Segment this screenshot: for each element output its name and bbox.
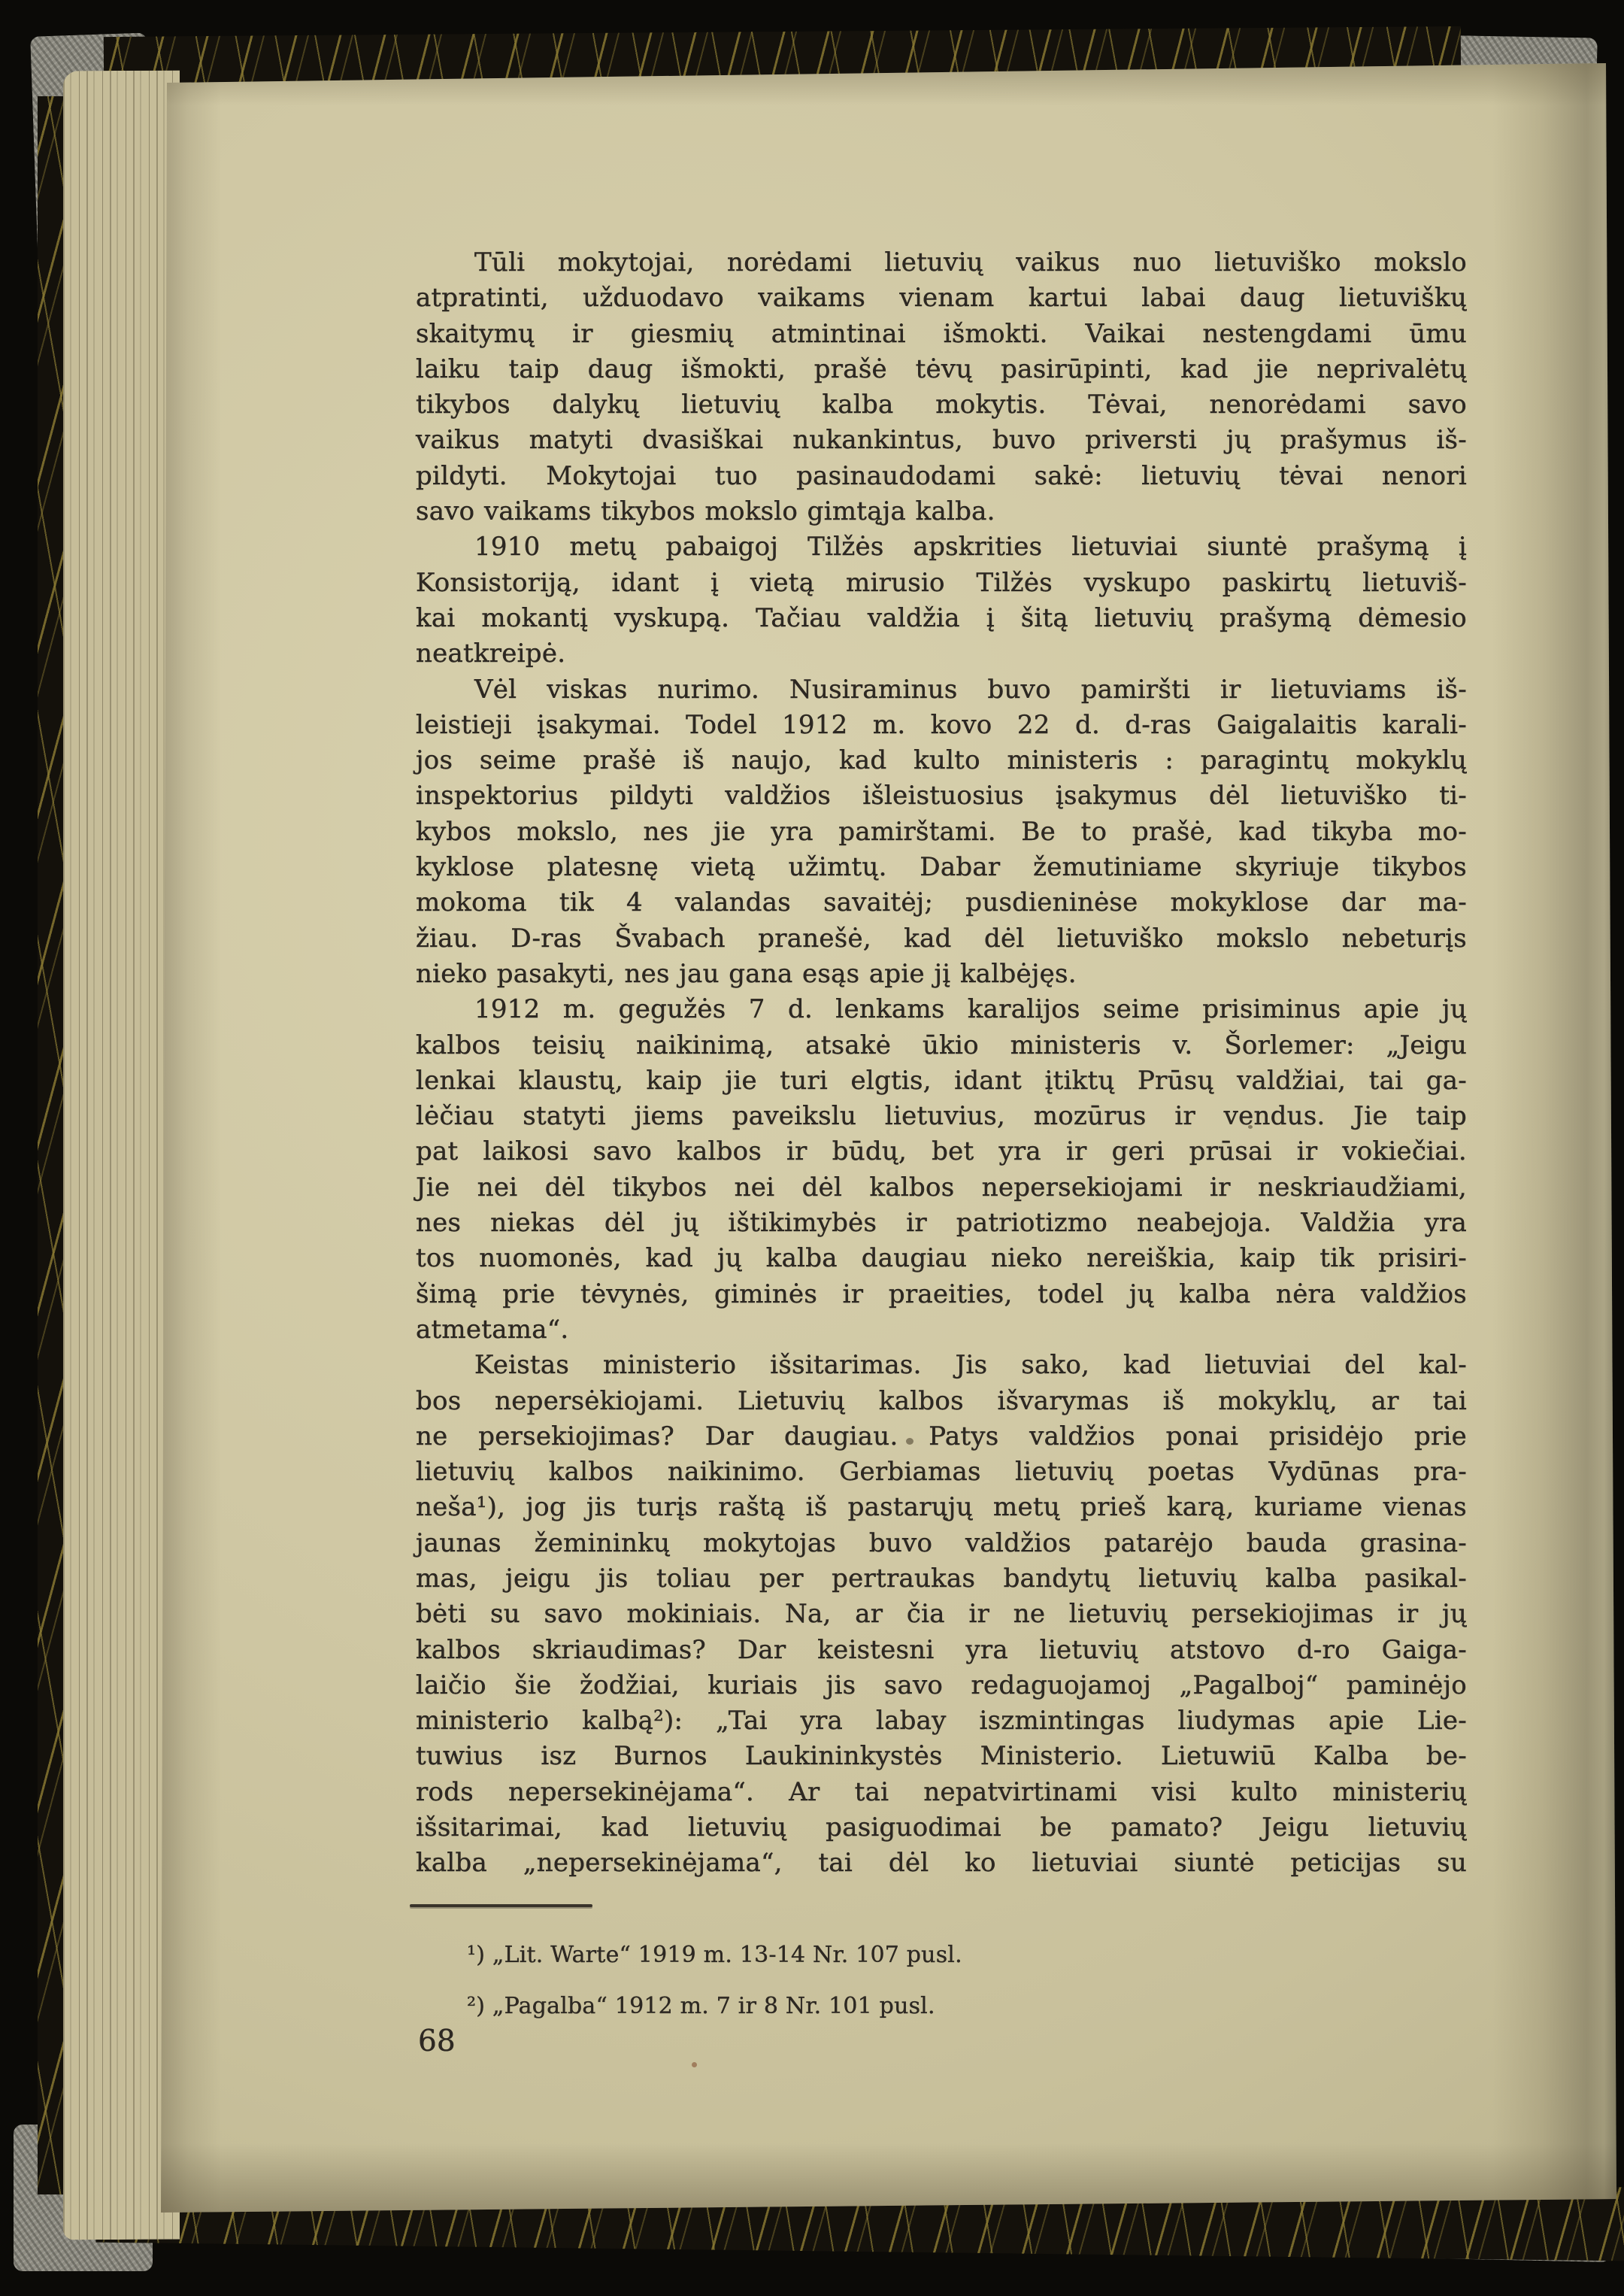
text-line: Tūli mokytojai, norėdami lietuvių vaikus nuo lietuviško mokslo (474, 247, 1467, 278)
footnote-separator-rule (410, 1904, 592, 1907)
footnotes (416, 1930, 1467, 2032)
text-line: tuwius isz Burnos Laukininkystės Ministerio. Lietuwiū Kalba be- (416, 1741, 1467, 1772)
paper-speck (692, 2062, 697, 2067)
text-line: jos seime prašė iš naujo, kad kulto ministeris : paragintų mokyklų (416, 745, 1467, 776)
text-line: laiku taip daug išmokti, prašė tėvų pasirūpinti, kad jie neprivalėtų (416, 353, 1467, 384)
paragraph (416, 1348, 1467, 1881)
text-line: laičio šie žodžiai, kuriais jis savo redaguojamoj „Pagalboj“ paminėjo (416, 1670, 1467, 1700)
text-line: lenkai klaustų, kaip jie turi elgtis, idant įtiktų Prūsų valdžiai, tai ga- (416, 1065, 1467, 1096)
text-line: vaikus matyti dvasiškai nukankintus, buvo priversti jų prašymus iš- (416, 425, 1467, 456)
text-line: nes niekas dėl jų ištikimybės ir patriotizmo neabejoja. Valdžia yra (416, 1208, 1467, 1239)
text-line: išsitarimai, kad lietuvių pasiguodimai be pamato? Jeigu lietuvių (416, 1812, 1467, 1843)
text-line: lietuvių kalbos naikinimo. Gerbiamas lietuvių poetas Vydūnas pra- (416, 1457, 1467, 1488)
text-line: jaunas žemininkų mokytojas buvo valdžios patarėjo bauda grasina- (416, 1527, 1467, 1558)
text-line: nieko pasakyti, nes jau gana esąs apie jį kalbėjęs. (416, 958, 1077, 989)
text-line: mas, jeigu jis toliau per pertraukas bandytų lietuvių kalba pasikal- (416, 1563, 1467, 1594)
text-line: rods nepersekinėjama“. Ar tai nepatvirtinami visi kulto ministerių (416, 1776, 1467, 1807)
body-text (416, 245, 1467, 1882)
text-line: inspektorius pildyti valdžios išleistuosius įsakymus dėl lietuviško ti- (416, 781, 1467, 811)
text-line: atpratinti, užduodavo vaikams vienam kartui labai daug lietuviškų (416, 283, 1467, 314)
text-line: kybos mokslo, nes jie yra pamirštami. Be to prašė, kad tikyba mo- (416, 816, 1467, 847)
paragraph (416, 245, 1467, 529)
text-line: neša¹), jog jis turįs raštą iš pastarųjų metų prieš karą, kuriame vienas (416, 1492, 1467, 1523)
text-line: kalba „nepersekinėjama“, tai dėl ko lietuviai siuntė peticijas su (416, 1848, 1467, 1879)
text-line: Keistas ministerio išsitarimas. Jis sako, kad lietuviai del kal- (474, 1350, 1467, 1381)
text-line: Jie nei dėl tikybos nei dėl kalbos nepersekiojami ir neskriaudžiami, (416, 1172, 1467, 1203)
page-right-fold-shadow (1492, 60, 1616, 2203)
footnote: ¹) „Lit. Warte“ 1919 m. 13-14 Nr. 107 pusl. (467, 1942, 962, 1968)
text-line: pildyti. Mokytojai tuo pasinaudodami sakė: lietuvių tėvai nenori (416, 460, 1467, 491)
text-line: Konsistoriją, idant į vietą mirusio Tilžės vyskupo paskirtų lietuviš- (416, 567, 1467, 598)
footnote: ²) „Pagalba“ 1912 m. 7 ir 8 Nr. 101 pusl. (467, 1993, 935, 2019)
text-line: žiau. D-ras Švabach pranešė, kad dėl lietuviško mokslo nebeturįs (416, 923, 1467, 954)
text-line: lėčiau statyti jiems paveikslu lietuvius, mozūrus ir vendus. Jie taip (416, 1101, 1467, 1132)
text-line: tos nuomonės, kad jų kalba daugiau nieko nereiškia, kaip tik prisiri- (416, 1243, 1467, 1274)
text-line: 1910 metų pabaigoj Tilžės apskrities lietuviai siuntė prašymą į (474, 532, 1467, 563)
text-line: bėti su savo mokiniais. Na, ar čia ir ne lietuvių persekiojimas ir jų (416, 1599, 1467, 1630)
text-line: skaitymų ir giesmių atmintinai išmokti. Vaikai nestengdami ūmu (416, 318, 1467, 349)
text-line: šimą prie tėvynės, giminės ir praeities, todel jų kalba nėra valdžios (416, 1278, 1467, 1309)
paragraph (416, 992, 1467, 1348)
text-line: 1912 m. gegužės 7 d. lenkams karalijos seime prisiminus apie jų (474, 994, 1467, 1025)
text-line: pat laikosi savo kalbos ir būdų, bet yra ir geri prūsai ir vokiečiai. (416, 1136, 1467, 1167)
page-number: 68 (418, 2025, 456, 2058)
text-line: ne persekiojimas? Dar daugiau. Patys valdžios ponai prisidėjo prie (416, 1421, 1467, 1451)
text-line: kalbos teisių naikinimą, atsakė ūkio ministeris v. Šorlemer: „Jeigu (416, 1030, 1467, 1060)
text-line: kalbos skriaudimas? Dar keistesni yra lietuvių atstovo d-ro Gaiga- (416, 1634, 1467, 1665)
text-line: bos nepersėkiojami. Lietuvių kalbos išvarymas iš mokyklų, ar tai (416, 1385, 1467, 1416)
text-line: atmetama“. (416, 1314, 569, 1345)
text-line: neatkreipė. (416, 638, 566, 669)
text-line: kyklose platesnę vietą užimtų. Dabar žemutiniame skyriuje tikybos (416, 852, 1467, 883)
text-line: mokoma tik 4 valandas savaitėj; pusdieninėse mokyklose dar ma- (416, 887, 1467, 918)
paragraph (416, 672, 1467, 993)
text-line: ministerio kalbą²): „Tai yra labay iszmintingas liudymas apie Lie- (416, 1706, 1467, 1736)
text-line: savo vaikams tikybos mokslo gimtąja kalba. (416, 496, 995, 527)
text-line: tikybos dalykų lietuvių kalba mokytis. Tėvai, nenorėdami savo (416, 390, 1467, 420)
page-gutter-shadow (161, 63, 221, 2214)
paragraph (416, 529, 1467, 672)
text-line: Vėl viskas nurimo. Nusiraminus buvo pamiršti ir lietuviams iš- (474, 674, 1467, 705)
text-line: leistieji įsakymai. Todel 1912 m. kovo 22 d. d-ras Gaigalaitis karali- (416, 709, 1467, 740)
text-line: kai mokantį vyskupą. Tačiau valdžia į šitą lietuvių prašymą dėmesio (416, 602, 1467, 633)
